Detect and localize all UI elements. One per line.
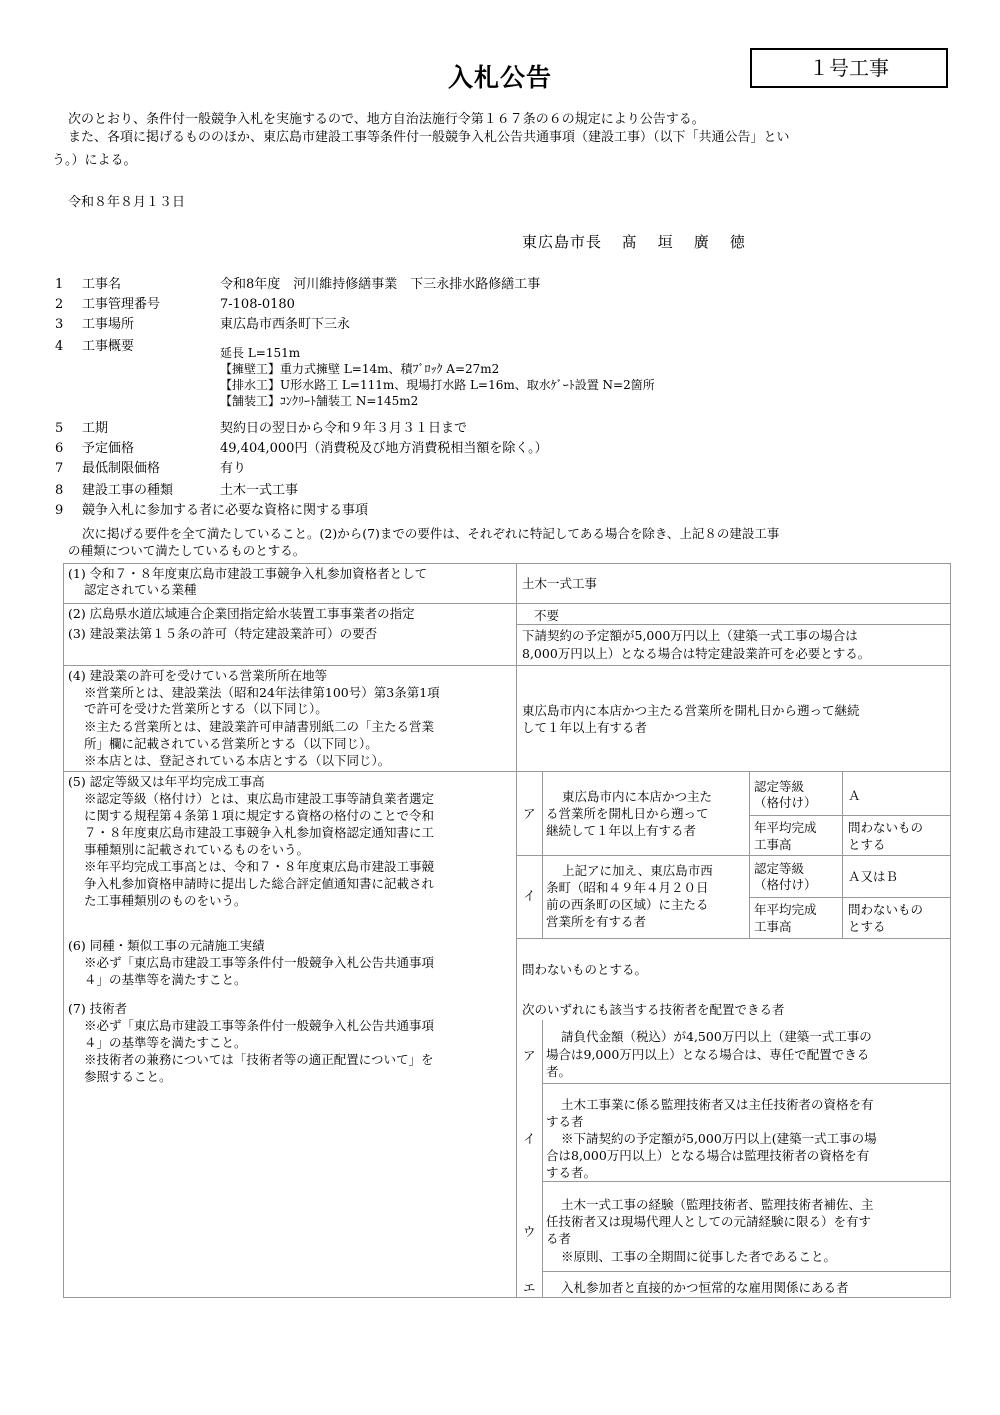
requirement-intro-1: 次に掲げる要件を全て満たしていること。(2)から(7)までの要件は、それぞれに特記してある場合を除き、上記８の建設工事 xyxy=(82,526,780,541)
req-7-u-text: 土木一式工事の経験（監理技術者、監理技術者補佐、主 xyxy=(561,1197,874,1212)
req-7-a-text: 場合は9,000万円以上）となる場合は、専任で配置できる xyxy=(546,1047,870,1062)
item-value: 7-108-0180 xyxy=(220,297,295,312)
req-7-i-text: する者 xyxy=(546,1114,584,1129)
item-label: 競争入札に参加する者に必要な資格に関する事項 xyxy=(82,503,369,518)
a-avg-value: 問わないもの xyxy=(848,820,924,835)
req-3-value-a: 下請契約の予定額が5,000万円以上（建築一式工事の場合は xyxy=(522,628,858,643)
req-7-note: 参照すること。 xyxy=(84,1069,172,1084)
req-7-note: ※技術者の兼務については「技術者等の適正配置について」を xyxy=(84,1052,434,1067)
req-1-label-a: (1) 令和７・８年度東広島市建設工事競争入札参加資格者として xyxy=(68,566,428,581)
req-6-note: ※必ず「東広島市建設工事等条件付一般競争入札公告共通事項 xyxy=(84,955,435,970)
req-5-note: 事種類別に記載されているものをいう。 xyxy=(84,842,310,857)
i-avg-value: 問わないもの xyxy=(848,902,924,917)
overview-line: 【排水工】U形水路工 L=111m、現場打水路 L=16m、取水ｹﾞｰﾄ設置 N=2箇所 xyxy=(220,378,655,392)
intro-line-2: また、各項に掲げるもののほか、東広島市建設工事等条件付一般競争入札公告共通事項（建設工事）（以下「共通公告」とい xyxy=(68,130,790,145)
page-title: 入札公告 xyxy=(447,63,552,92)
item-value: 令和8年度 河川維持修繕事業 下三永排水路修繕工事 xyxy=(220,277,541,292)
rank-label: 認定等級 xyxy=(754,779,805,794)
mayor-signature xyxy=(522,234,748,250)
req-7-u-text: る者 xyxy=(546,1231,572,1246)
item-value: 有り xyxy=(220,461,247,476)
req-4-label: (4) 建設業の許可を受けている営業所所在地等 xyxy=(68,668,328,683)
overview-line: 【擁壁工】重力式擁壁 L=14m、積ﾌﾞﾛｯｸ A=27m2 xyxy=(220,362,500,376)
item-label: 工事管理番号 xyxy=(82,297,161,312)
req-3-value-b: 8,000万円以上）となる場合は特定建設業許可を必要とする。 xyxy=(522,646,871,661)
project-number-box: １号工事 xyxy=(750,48,948,88)
item-value: 土木一式工事 xyxy=(220,483,299,498)
req-7-mark-a: ア xyxy=(523,1048,536,1063)
item-no: 1 xyxy=(55,277,64,292)
intro-line-3: う。）による。 xyxy=(52,153,137,168)
req-2-label: (2) 広島県水道広域連合企業団指定給水装置工事事業者の指定 xyxy=(68,606,415,621)
req-4-value-b: して１年以上有する者 xyxy=(522,720,648,735)
req-5-note: ※認定等級（格付け）とは、東広島市建設工事等請負業者選定 xyxy=(84,791,435,806)
requirement-intro-2: の種類について満たしているものとする。 xyxy=(68,543,306,558)
item-no: 2 xyxy=(55,297,64,312)
item-label: 予定価格 xyxy=(82,441,135,456)
req-7-mark-i: イ xyxy=(523,1131,536,1146)
req-5-a-text: 継続して１年以上有する者 xyxy=(546,823,697,838)
req-5-a-text: 東広島市内に本店かつ主た xyxy=(562,789,713,804)
req-4-value-a: 東広島市内に本店かつ主たる営業所を開札日から遡って継続 xyxy=(522,703,860,718)
req-7-u-text: ※原則、工事の全期間に従事した者であること。 xyxy=(561,1249,837,1264)
req-1-label-b: 認定されている業種 xyxy=(84,582,197,597)
item-no: 9 xyxy=(55,503,64,518)
req-7-mark-u: ウ xyxy=(523,1224,536,1239)
req-7-i-text: 土木工事業に係る監理技術者又は主任技術者の資格を有 xyxy=(561,1097,874,1112)
req-5-note: ※年平均完成工事高とは、令和７・８年度東広島市建設工事競 xyxy=(84,859,435,874)
item-no: 5 xyxy=(55,421,64,436)
item-no: 6 xyxy=(55,441,64,456)
req-5-note: た工事種類別のものをいう。 xyxy=(84,893,247,908)
req-7-note: ４」の基準等を満たすこと。 xyxy=(84,1035,247,1050)
item-label: 建設工事の種類 xyxy=(82,483,174,498)
req-5-i-text: 上記アに加え、東広島市西 xyxy=(562,863,713,878)
item-no: 4 xyxy=(55,339,64,354)
intro-line-1: 次のとおり、条件付一般競争入札を実施するので、地方自治法施行令第１６７条の６の規定により公告する。 xyxy=(68,112,705,127)
item-value: 契約日の翌日から令和９年３月３１日まで xyxy=(220,421,468,436)
notice-date: 令和８年８月１３日 xyxy=(68,195,186,210)
i-rank-value: Ａ又はＢ xyxy=(848,869,899,884)
req-7-i-text: 合は8,000万円以上）となる場合は監理技術者の資格を有 xyxy=(546,1148,870,1163)
avg-label: 年平均完成 xyxy=(754,820,817,835)
mayor-name: 髙 垣 廣 徳 xyxy=(621,233,748,251)
req-5-note: 争入札参加資格申請時に提出した総合評定値通知書に記載され xyxy=(84,876,435,891)
req-7-note: ※必ず「東広島市建設工事等条件付一般競争入札公告共通事項 xyxy=(84,1018,435,1033)
req-2-value: 不要 xyxy=(534,608,560,623)
item-no: 3 xyxy=(55,317,64,332)
req-4-note: ※主たる営業所とは、建設業許可申請書別紙二の「主たる営業 xyxy=(84,719,435,734)
rank-label: 認定等級 xyxy=(754,861,805,876)
avg-label: 工事高 xyxy=(754,919,792,934)
req-6-value: 問わないものとする。 xyxy=(522,962,648,977)
item-label: 工事場所 xyxy=(82,317,135,332)
item-no: 7 xyxy=(55,461,64,476)
req-6-label: (6) 同種・類似工事の元請施工実績 xyxy=(68,938,265,953)
overview-line: 【舗装工】ｺﾝｸﾘｰﾄ舗装工 N=145m2 xyxy=(220,394,419,408)
i-avg-value: とする xyxy=(848,919,886,934)
req-3-label: (3) 建設業法第１５条の許可（特定建設業許可）の要否 xyxy=(68,626,378,641)
req-5-label: (5) 認定等級又は年平均完成工事高 xyxy=(68,774,265,789)
mayor-title: 東広島市長 xyxy=(522,233,603,251)
req-7-a-text: 者。 xyxy=(546,1064,572,1079)
req-5-note: に関する規程第４条第１項に規定する資格の格付のことで令和 xyxy=(84,808,435,823)
avg-label: 工事高 xyxy=(754,837,792,852)
req-5-a-text: る営業所を開札日から遡って xyxy=(546,806,709,821)
req-4-note: で許可を受けた営業所とする（以下同じ）。 xyxy=(84,701,328,716)
item-value: 49,404,000円（消費税及び地方消費税相当額を除く。） xyxy=(220,441,548,456)
item-label: 工事概要 xyxy=(82,339,135,354)
rank-label: （格付け） xyxy=(754,877,817,892)
req-4-note: 所」欄に記載されている営業所とする（以下同じ）。 xyxy=(84,736,378,751)
req-7-i-text: する者。 xyxy=(546,1165,597,1180)
item-label: 最低制限価格 xyxy=(82,461,161,476)
req-5-mark-a: ア xyxy=(523,806,536,821)
req-5-mark-i: イ xyxy=(523,888,536,903)
item-value: 東広島市西条町下三永 xyxy=(220,317,351,332)
req-7-label: (7) 技術者 xyxy=(68,1001,128,1016)
req-1-value: 土木一式工事 xyxy=(522,576,598,591)
req-6-note: ４」の基準等を満たすこと。 xyxy=(84,972,247,987)
req-4-note: ※本店とは、登記されている本店とする（以下同じ）。 xyxy=(84,753,391,768)
item-label: 工事名 xyxy=(82,277,122,292)
req-7-u-text: 任技術者又は現場代理人としての元請経験に限る）を有す xyxy=(546,1214,872,1229)
req-5-note: ７・８年度東広島市建設工事競争入札参加資格認定通知書に工 xyxy=(84,825,435,840)
req-7-i-text: ※下請契約の予定額が5,000万円以上(建築一式工事の場 xyxy=(561,1131,877,1146)
a-avg-value: とする xyxy=(848,837,886,852)
item-label: 工期 xyxy=(82,421,109,436)
avg-label: 年平均完成 xyxy=(754,902,817,917)
req-7-intro: 次のいずれにも該当する技術者を配置できる者 xyxy=(522,1002,785,1017)
a-rank-value: Ａ xyxy=(848,788,861,803)
req-5-i-text: 前の西条町の区域）に主たる xyxy=(546,897,709,912)
req-5-i-text: 営業所を有する者 xyxy=(546,914,647,929)
item-no: 8 xyxy=(55,483,64,498)
overview-line: 延長 L=151m xyxy=(220,346,301,360)
req-7-mark-e: エ xyxy=(523,1280,536,1295)
req-4-note: ※営業所とは、建設業法（昭和24年法律第100号）第3条第1項 xyxy=(84,685,440,700)
rank-label: （格付け） xyxy=(754,795,817,810)
req-7-e-text: 入札参加者と直接的かつ恒常的な雇用関係にある者 xyxy=(561,1280,849,1295)
req-5-i-text: 条町（昭和４９年４月２０日 xyxy=(546,880,709,895)
req-7-a-text: 請負代金額（税込）が4,500万円以上（建築一式工事の xyxy=(561,1029,872,1044)
